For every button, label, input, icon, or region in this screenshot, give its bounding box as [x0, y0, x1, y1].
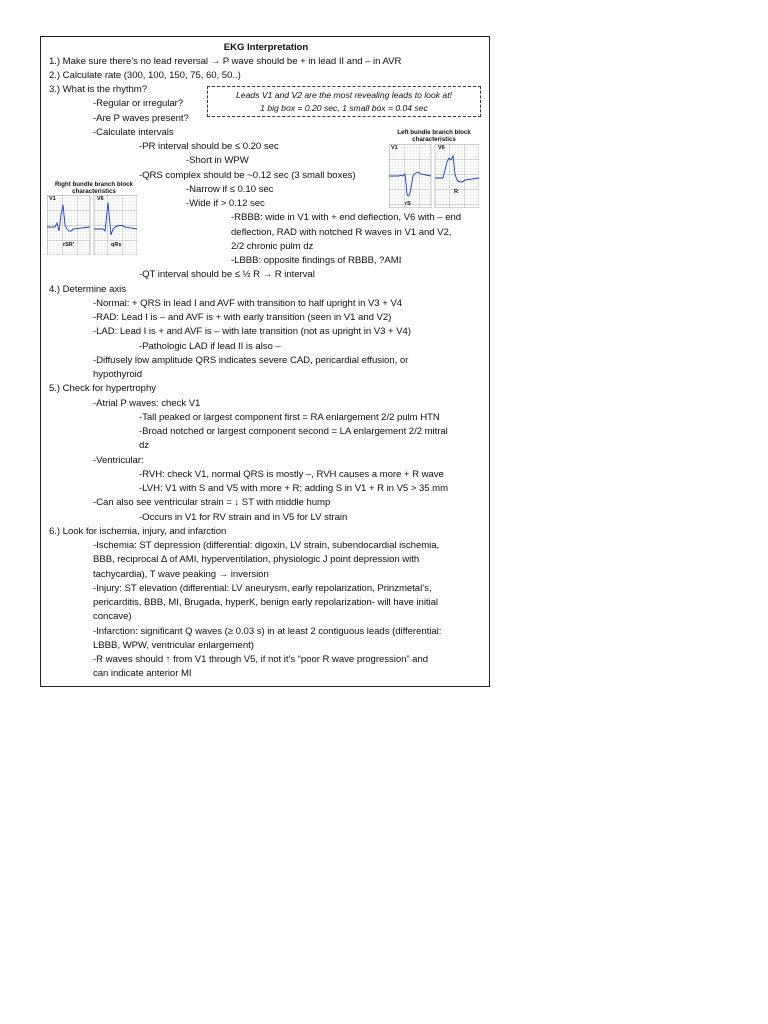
text-line: -Pathologic LAD if lead II is also –	[139, 341, 281, 352]
text-line: 1.) Make sure there’s no lead reversal → P wave should be + in lead II and – in AVR	[49, 56, 402, 67]
lbbb-caption: Left bundle branch block characteristics	[397, 129, 471, 143]
text-line: -Injury: ST elevation (differential: LV aneurysm, early repolarization, Prinzmetal’s,	[93, 583, 432, 594]
text-line: -R waves should ↑ from V1 through V5, if not it’s “poor R wave progression” and	[93, 654, 429, 665]
lbbb-ekg-figure	[389, 144, 479, 208]
lbbb-lead-v6: V6	[438, 145, 445, 151]
text-line: -Ventricular:	[93, 455, 144, 466]
text-line: -Ischemia: ST depression (differential: digoxin, LV strain, subendocardial ischemia,	[93, 540, 440, 551]
text-line: -Calculate intervals	[93, 127, 174, 138]
rbbb-label-rsr: rSR'	[63, 242, 75, 248]
callout-line-2: 1 big box = 0.20 sec, 1 small box = 0.04 sec	[260, 102, 428, 113]
text-line: -QRS complex should be ~0.12 sec (3 small boxes)	[139, 170, 356, 181]
text-line: can indicate anterior MI	[93, 668, 192, 679]
text-line: -LVH: V1 with S and V5 with more + R; adding S in V1 + R in V5 > 35 mm	[139, 483, 449, 494]
text-line: deflection, RAD with notched R waves in V1 and V2,	[231, 227, 452, 238]
lbbb-label-rs: rS	[405, 201, 411, 207]
text-line: hypothyroid	[93, 369, 143, 380]
lbbb-lead-v1: V1	[391, 145, 398, 151]
text-line: -Regular or irregular?	[93, 98, 184, 109]
callout-line-1: Leads V1 and V2 are the most revealing leads to look at!	[236, 90, 452, 100]
text-line: -RAD: Lead I is – and AVF is + with early transition (seen in V1 and V2)	[93, 312, 392, 323]
text-line: pericarditis, BBB, MI, Brugada, hyperK, benign early repolarization- will have initial	[93, 597, 438, 608]
lbbb-label-r: R	[454, 189, 458, 195]
text-line: -PR interval should be ≤ 0.20 sec	[139, 141, 279, 152]
text-line: -Infarction: significant Q waves (≥ 0.03 s) in at least 2 contiguous leads (differential:	[93, 626, 442, 637]
text-line: 3.) What is the rhythm?	[49, 84, 148, 95]
text-line: dz	[139, 440, 150, 451]
rbbb-ekg-figure	[47, 195, 137, 255]
text-line: -Are P waves present?	[93, 113, 189, 124]
rbbb-lead-v6: V6	[97, 196, 104, 202]
text-line: -Short in WPW	[186, 155, 249, 166]
callout-box	[207, 86, 481, 117]
text-line: -RBBB: wide in V1 with + end deflection, V6 with – end	[231, 212, 462, 223]
text-line: -Wide if > 0.12 sec	[186, 198, 265, 209]
text-line: 6.) Look for ischemia, injury, and infarction	[49, 526, 227, 537]
text-line: 5.) Check for hypertrophy	[49, 383, 156, 394]
rbbb-lead-v1: V1	[49, 196, 56, 202]
text-line: -Diffusely low amplitude QRS indicates severe CAD, pericardial effusion, or	[93, 355, 409, 366]
text-line: 2.) Calculate rate (300, 100, 150, 75, 60, 50..)	[49, 70, 241, 81]
text-line: -LAD: Lead I is + and AVF is – with late transition (not as upright in V3 + V4)	[93, 326, 411, 337]
text-line: -Tall peaked or largest component first = RA enlargement 2/2 pulm HTN	[139, 412, 440, 423]
rbbb-label-qrs: qRs	[111, 242, 122, 248]
rbbb-caption: Right bundle branch block characteristics	[54, 181, 134, 195]
text-line: concave)	[93, 611, 132, 622]
text-line: -Normal: + QRS in lead I and AVF with transition to half upright in V3 + V4	[93, 298, 403, 309]
text-line: -LBBB: opposite findings of RBBB, ?AMI	[231, 255, 402, 266]
text-line: -Narrow if ≤ 0.10 sec	[186, 184, 274, 195]
text-line: 4.) Determine axis	[49, 284, 126, 295]
text-line: 2/2 chronic pulm dz	[231, 241, 314, 252]
text-line: -Broad notched or largest component second = LA enlargement 2/2 mitral	[139, 426, 448, 437]
text-line: -Can also see ventricular strain = ↓ ST with middle hump	[93, 497, 331, 508]
text-line: -QT interval should be ≤ ½ R → R interval	[139, 269, 315, 280]
text-line: -RVH: check V1, normal QRS is mostly –, RVH causes a more + R wave	[139, 469, 444, 480]
text-line: tachycardia), T wave peaking → inversion	[93, 569, 269, 580]
text-line: LBBB, WPW, ventricular enlargement)	[93, 640, 254, 651]
text-line: BBB, reciprocal Δ of AMI, hyperventilation, physiologic J point depression with	[93, 554, 420, 565]
text-line: -Atrial P waves: check V1	[93, 398, 201, 409]
page-title: EKG Interpretation	[223, 42, 309, 53]
text-line: -Occurs in V1 for RV strain and in V5 for LV strain	[139, 512, 348, 523]
ekg-notes-page	[40, 36, 490, 687]
